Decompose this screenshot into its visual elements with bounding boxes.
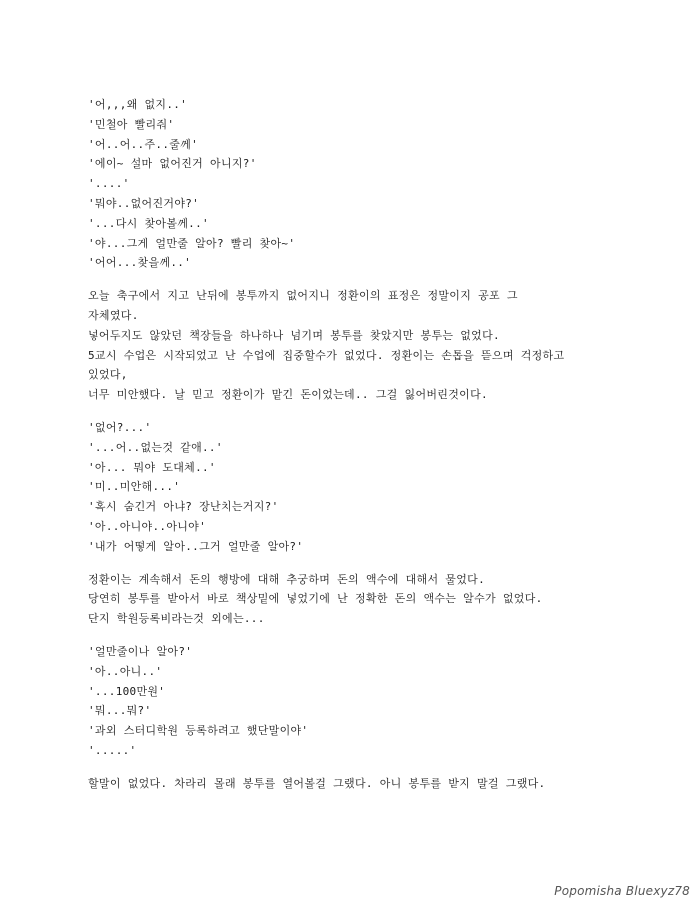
dialogue-line: '얼만줄이나 알아?' [88,644,193,658]
paragraph-gap [88,761,628,774]
dialogue-line: '뭐야..없어진거야?' [88,196,200,210]
narration-line: 단지 학원등록비라는것 외에는... [88,612,265,626]
dialogue-line: '아... 뭐야 도대체..' [88,460,216,474]
narration-line: 자체였다. [88,308,139,322]
watermark: Popomisha Bluexyz78 [554,884,690,898]
dialogue-line: '어,,,왜 없지..' [88,98,188,111]
dialogue-line: '민철아 빨리줘' [88,117,175,131]
narration-block-2 [88,570,628,629]
paragraph-gap [88,273,628,286]
dialogue-line: '뭐...뭐?' [88,704,152,718]
dialogue-line: '미..미안해...' [88,480,181,494]
dialogue-line: '....' [88,177,130,191]
narration-line: 오늘 축구에서 지고 난뒤에 봉투까지 없어지니 정환이의 표정은 정말이지 공포 그 [88,289,518,303]
narration-line: 너무 미안했다. 날 믿고 정환이가 맡긴 돈이었는데.. 그걸 잃어버린것이다. [88,388,488,402]
narration-line: 있었다, [88,368,128,382]
dialogue-line: '야...그게 얼만줄 알아? 빨리 찾아~' [88,236,296,250]
dialogue-line: '어어...찾을께..' [88,256,192,270]
dialogue-block-1 [88,95,628,273]
narration-block-3 [88,774,628,794]
dialogue-block-3 [88,642,628,761]
paragraph-gap [88,405,628,418]
dialogue-block-2 [88,418,628,557]
dialogue-line: '...어..없는것 같애..' [88,440,223,454]
narration-line: 할말이 없었다. 차라리 몰래 봉투를 열어볼걸 그랬다. 아니 봉투를 받지 말걸 그랬다. [88,776,546,790]
dialogue-line: '아..아니..' [88,664,163,678]
dialogue-line: '아..아니야..아니야' [88,519,207,533]
narration-line: 당연히 봉투를 받아서 바로 책상밑에 넣었기에 난 정확한 돈의 액수는 알수가 없었다. [88,592,543,606]
dialogue-line: '.....' [88,743,137,757]
dialogue-line: '없어?...' [88,420,152,434]
dialogue-line: '내가 어떻게 알아..그거 얼만줄 알아?' [88,539,304,553]
dialogue-line: '에이~ 설마 없어진거 아니지?' [88,157,257,171]
narration-block-1 [88,286,628,405]
story-text [88,95,628,794]
narration-line: 5교시 수업은 시작되었고 난 수업에 집중할수가 없었다. 정환이는 손톱을 뜯으며 걱정하고 [88,348,565,362]
narration-line: 정환이는 계속해서 돈의 행방에 대해 추궁하며 돈의 액수에 대해서 물었다. [88,572,486,586]
dialogue-line: '어..어..주..줄께' [88,137,199,151]
paragraph-gap [88,629,628,642]
dialogue-line: '...다시 찾아볼께..' [88,216,209,230]
dialogue-line: '혹시 숨긴거 아냐? 장난치는거지?' [88,500,279,514]
dialogue-line: '...100만원' [88,684,166,698]
dialogue-line: '과외 스터디학원 등록하려고 했단말이야' [88,724,309,738]
paragraph-gap [88,557,628,570]
narration-line: 넣어두지도 않았던 책장들을 하나하나 넘기며 봉투를 찾았지만 봉투는 없었다. [88,328,500,342]
